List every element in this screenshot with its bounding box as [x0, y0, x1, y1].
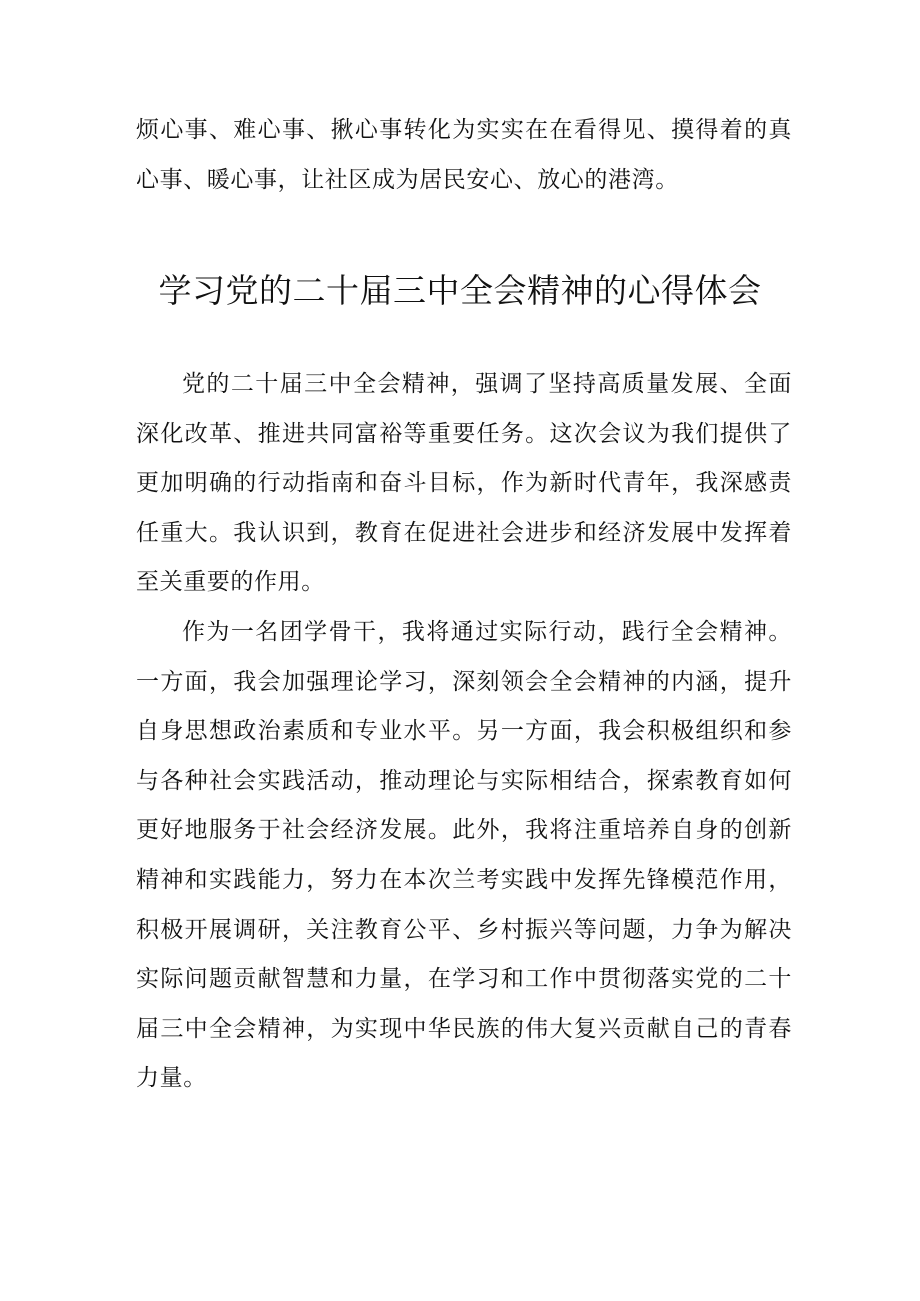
lead-paragraph: 烦心事、难心事、揪心事转化为实实在在看得见、摸得着的真心事、暖心事，让社区成为居民安心、放心的港湾。	[136, 117, 792, 193]
page-title: 学习党的二十届三中全会精神的心得体会	[158, 271, 762, 310]
body-paragraph-2: 作为一名团学骨干，我将通过实际行动，践行全会精神。一方面，我会加强理论学习，深刻领会全会精神的内涵，提升自身思想政治素质和专业水平。另一方面，我会积极组织和参与各种社会实践活动，推动理论与实际相结合，探索教育如何更好地服务于社会经济发展。此外，我将注重培养自身的创新精神和实践能力，努力在本次兰考实践中发挥先锋模范作用，积极开展调研，关注教育公平、乡村振兴等问题，力争为解决实际问题贡献智慧和力量，在学习和工作中贯彻落实党的二十届三中全会精神，为实现中华民族的伟大复兴贡献自己的青春力量。	[136, 618, 792, 1092]
body-text	[136, 360, 792, 1104]
lead-paragraph-block	[136, 106, 792, 205]
body-paragraph-1: 党的二十届三中全会精神，强调了坚持高质量发展、全面深化改革、推进共同富裕等重要任务。这次会议为我们提供了更加明确的行动指南和奋斗目标，作为新时代青年，我深感责任重大。我认识到，教育在促进社会进步和经济发展中发挥着至关重要的作用。	[136, 371, 792, 596]
